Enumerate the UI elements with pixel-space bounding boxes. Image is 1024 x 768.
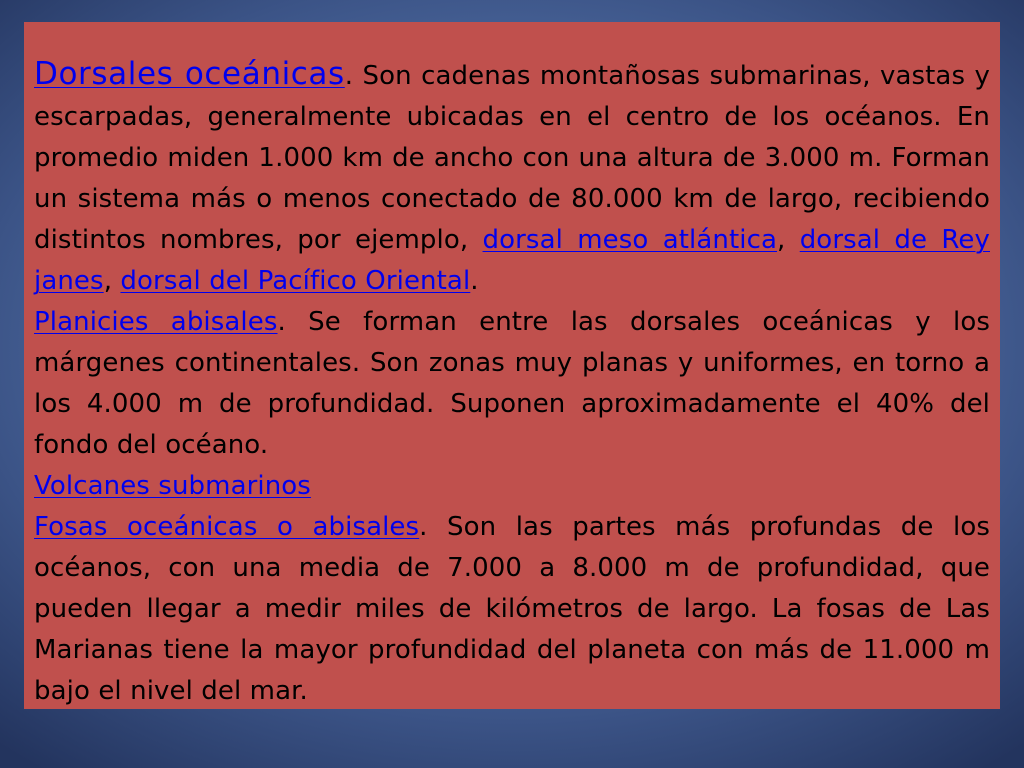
link-fosas-oceanicas[interactable]: Fosas oceánicas o abisales: [34, 512, 420, 542]
paragraph-dorsales: [34, 54, 990, 302]
paragraph-fosas: [34, 507, 990, 712]
link-dorsales-oceanicas[interactable]: Dorsales oceánicas: [34, 56, 345, 92]
separator: ,: [103, 266, 121, 296]
content-box: [24, 22, 1000, 709]
link-dorsal-meso-atlantica[interactable]: dorsal meso atlántica: [482, 225, 778, 255]
link-dorsal-rey-janes[interactable]: dorsal de Rey janes: [34, 225, 990, 296]
link-planicies-abisales[interactable]: Planicies abisales: [34, 307, 278, 337]
link-dorsal-pacifico-oriental[interactable]: dorsal del Pacífico Oriental: [120, 266, 471, 296]
paragraph-volcanes: [34, 466, 990, 507]
planicies-description: . Se forman entre las dorsales oceánicas y los márgenes continentales. Son zonas muy planas y uniformes, en torno a los 4.000 m de profundidad. Suponen aproximadamente el 40% del fondo del océano.: [34, 307, 991, 460]
paragraph-planicies: [34, 302, 990, 466]
period: .: [470, 266, 479, 296]
separator: ,: [777, 225, 800, 255]
fosas-description: . Son las partes más profundas de los océanos, con una media de 7.000 a 8.000 m de profundidad, que pueden llegar a medir miles de kilómetros de largo. La fosas de Las Marianas tiene la mayor profundidad del planeta con más de 11.000 m bajo el nivel del mar.: [34, 512, 990, 706]
link-volcanes-submarinos[interactable]: Volcanes submarinos: [34, 471, 311, 501]
dorsales-description: . Son cadenas montañosas submarinas, vastas y escarpadas, generalmente ubicadas en el centro de los océanos. En promedio miden 1.000 km de ancho con una altura de 3.000 m. Forman un sistema más o menos conectado de 80.000 km de largo, recibiendo distintos nombres, por ejemplo,: [34, 61, 990, 255]
